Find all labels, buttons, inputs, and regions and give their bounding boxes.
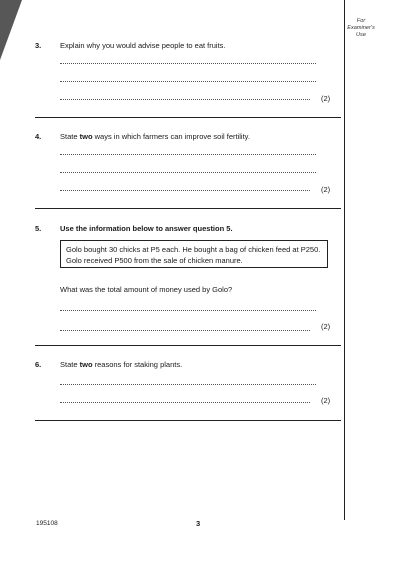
answer-line[interactable]	[60, 190, 310, 191]
question-4-emphasis: two	[79, 132, 93, 141]
question-5-marks: (2)	[321, 322, 331, 331]
answer-line[interactable]	[60, 402, 310, 403]
page-number: 3	[196, 519, 201, 528]
question-6-text-end: reasons for staking plants.	[92, 360, 183, 369]
question-4-marks: (2)	[321, 185, 331, 194]
question-4-text-end: ways in which farmers can improve soil fertility.	[92, 132, 250, 141]
answer-line[interactable]	[60, 154, 316, 155]
question-6-text	[60, 360, 182, 369]
examiner-label-line-3: Use	[356, 32, 366, 38]
question-divider	[35, 345, 341, 346]
answer-line[interactable]	[60, 81, 316, 82]
examiner-margin-line	[344, 0, 345, 520]
question-5-number: 5.	[35, 224, 42, 233]
question-3-marks: (2)	[321, 94, 331, 103]
question-divider	[35, 117, 341, 118]
answer-line[interactable]	[60, 330, 310, 331]
question-3-number: 3.	[35, 41, 42, 50]
examiner-use-label	[346, 18, 376, 39]
question-4-number: 4.	[35, 132, 42, 141]
question-3-text: Explain why you would advise people to eat fruits.	[60, 41, 226, 50]
examiner-label-line-2: Examiner's	[347, 25, 375, 31]
answer-line[interactable]	[60, 63, 316, 64]
answer-line[interactable]	[60, 172, 316, 173]
question-4-text	[60, 132, 250, 141]
question-5-sub-question: What was the total amount of money used by Golo?	[60, 285, 233, 294]
answer-line[interactable]	[60, 384, 316, 385]
question-6-text-start: State	[60, 360, 80, 369]
question-5-instruction: Use the information below to answer question 5.	[60, 224, 233, 233]
question-6-marks: (2)	[321, 396, 331, 405]
question-5-info-box: Golo bought 30 chicks at P5 each. He bought a bag of chicken feed at P250. Golo received P500 from the sale of chicken manure.	[60, 240, 328, 268]
examiner-label-line-1: For	[356, 18, 366, 24]
answer-line[interactable]	[60, 310, 316, 311]
question-4-text-start: State	[60, 132, 80, 141]
question-divider	[35, 420, 341, 421]
question-6-emphasis: two	[79, 360, 93, 369]
answer-line[interactable]	[60, 99, 310, 100]
question-divider	[35, 208, 341, 209]
paper-code: 195108	[36, 520, 58, 527]
question-6-number: 6.	[35, 360, 42, 369]
page-corner-fold	[0, 0, 22, 60]
